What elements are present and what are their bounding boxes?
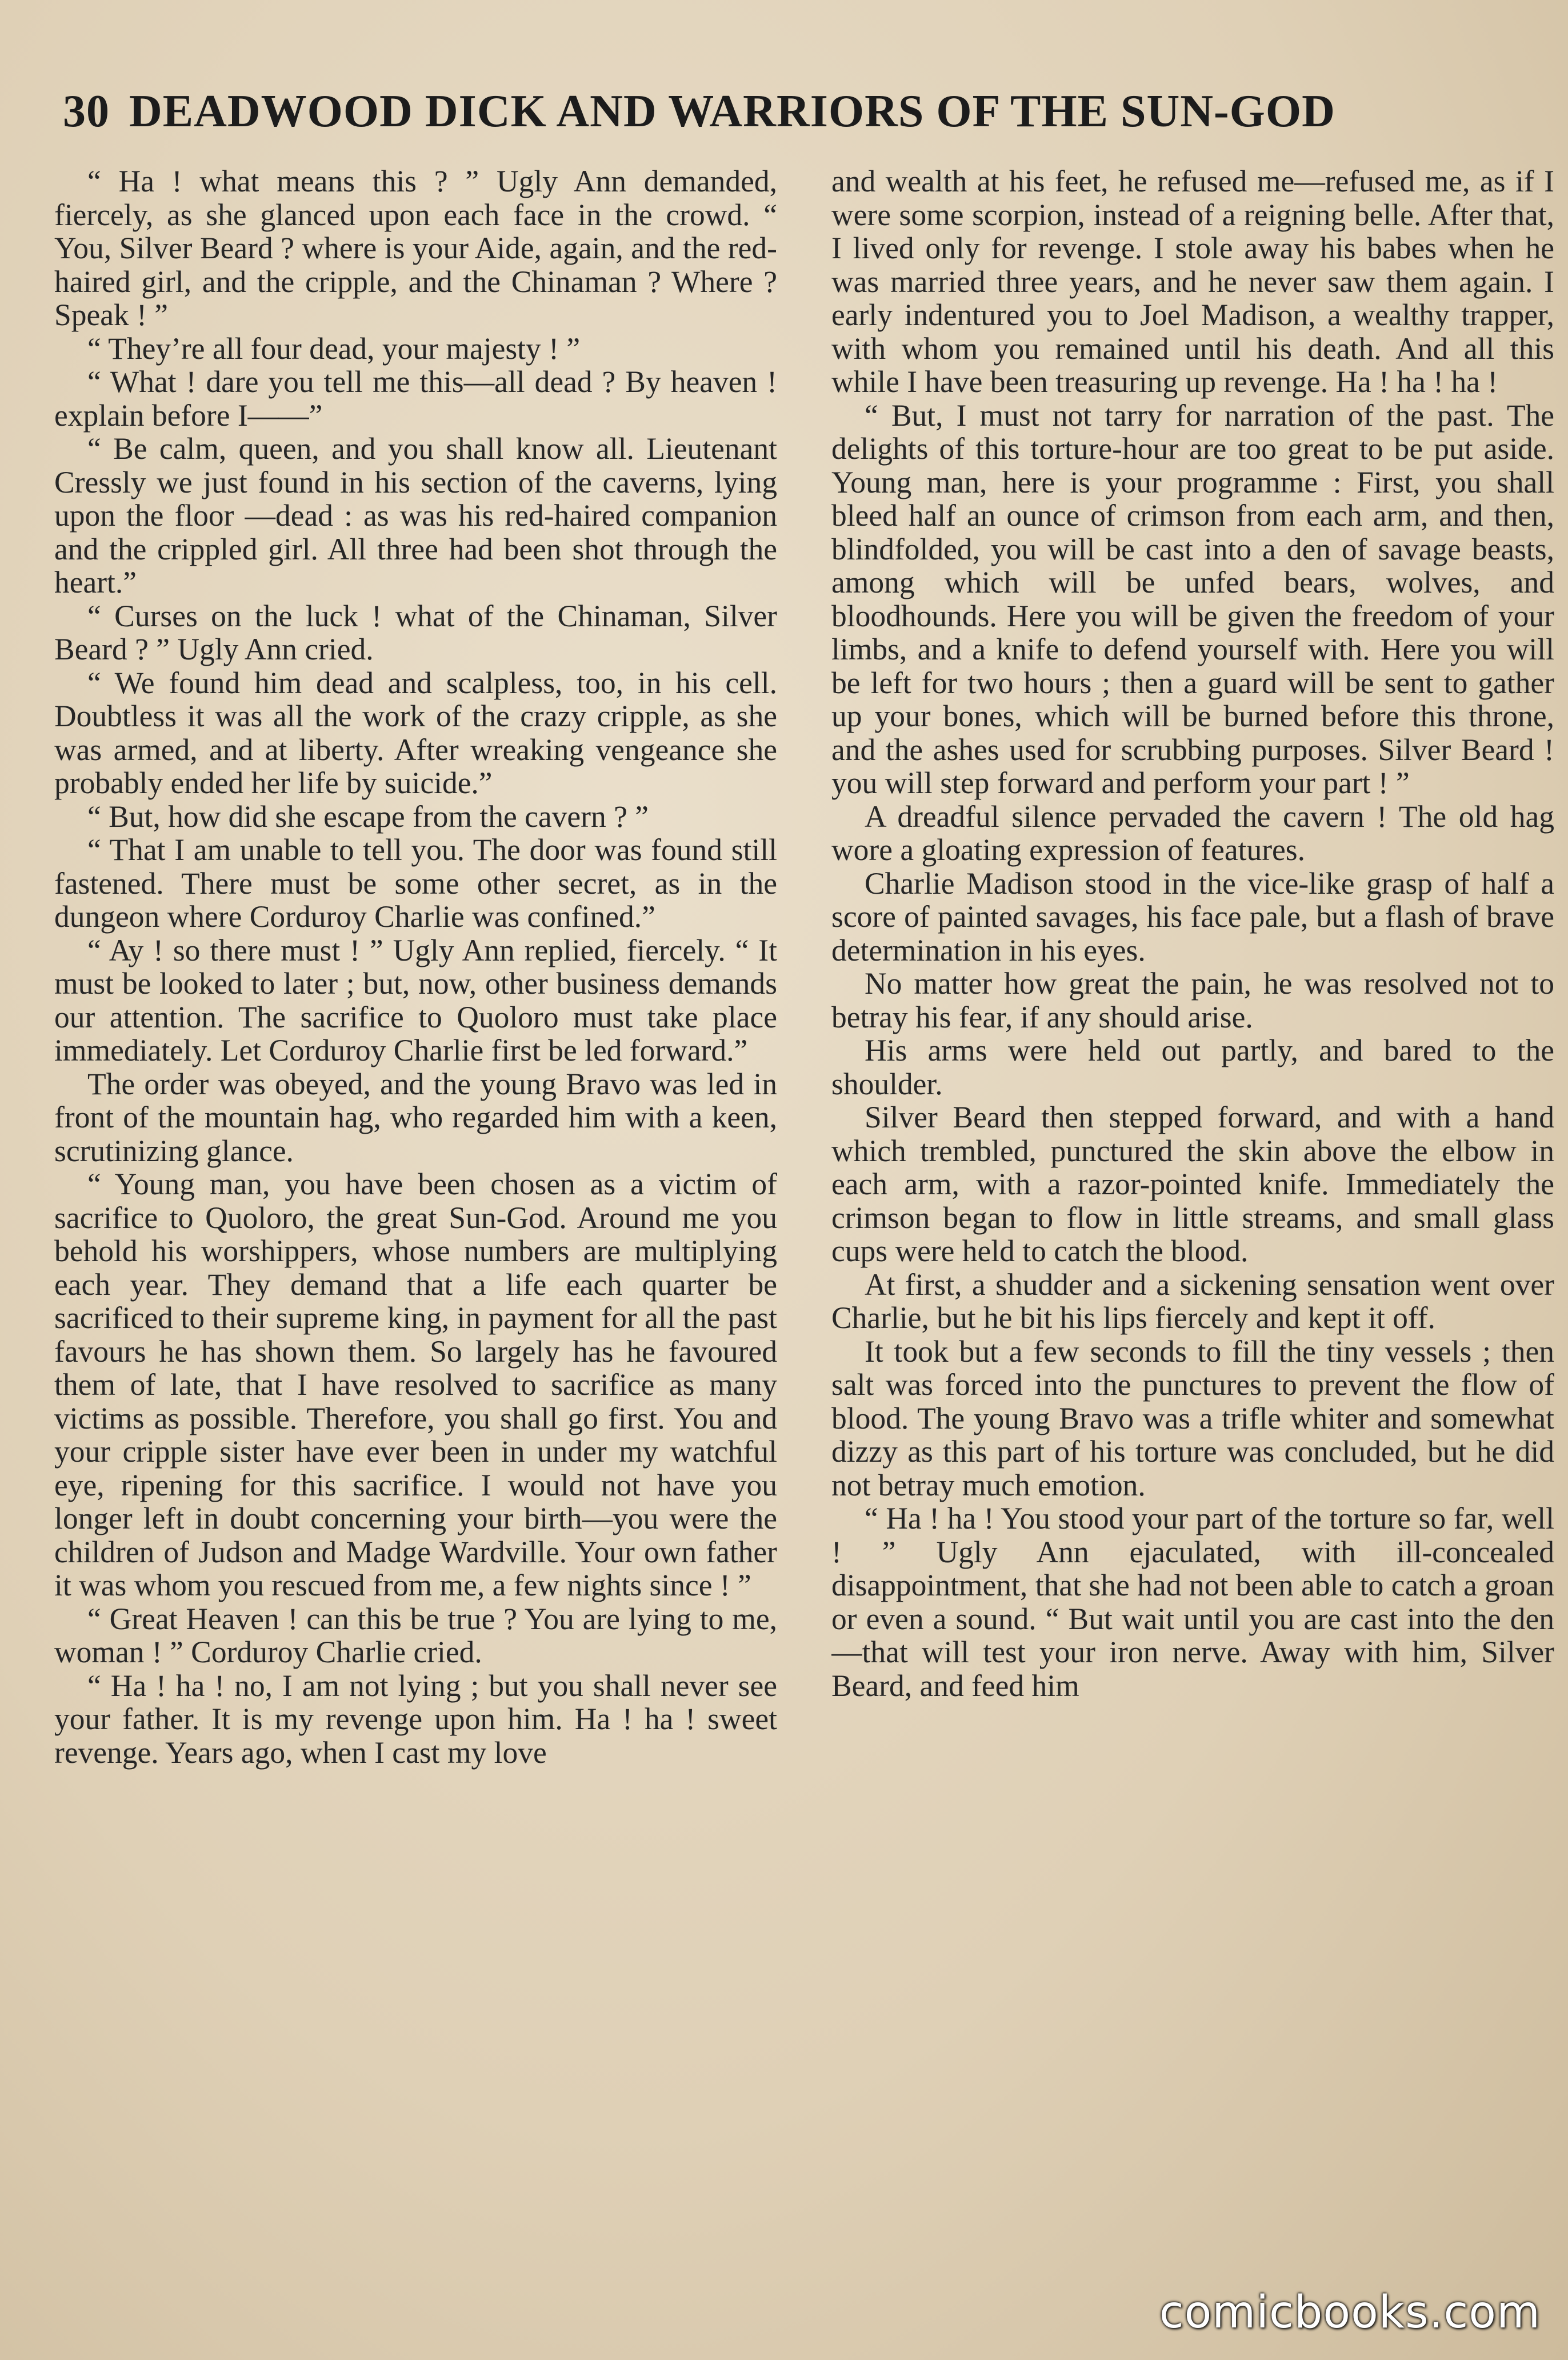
paragraph: A dreadful silence pervaded the cavern ! The old hag wore a gloating expression of features. xyxy=(831,799,1554,867)
paragraph: “ Be calm, queen, and you shall know all. Lieutenant Cressly we just found in his section of the caverns, lying upon the floor —dead : as was his red-haired companion and the crippled girl. All three had been shot through the heart.” xyxy=(54,431,777,599)
paragraph: “ That I am unable to tell you. The door was found still fastened. There must be some other secret, as in the dungeon where Corduroy Charlie was confined.” xyxy=(54,833,777,934)
paragraph: At first, a shudder and a sickening sensation went over Charlie, but he bit his lips fiercely and kept it off. xyxy=(831,1267,1554,1335)
paragraph: “ They’re all four dead, your majesty ! ” xyxy=(87,331,581,366)
paragraph: “ Ha ! ha ! You stood your part of the torture so far, well ! ” Ugly Ann ejaculated, with ill-concealed disappointment, that she had not been able to catch a groan or even a sound. “ But wait until you are cast into the den—that will test your iron nerve. Away with him, Silver Beard, and feed him xyxy=(831,1501,1554,1703)
page-number: 30 xyxy=(63,86,110,137)
left-column xyxy=(54,165,777,2267)
paragraph: No matter how great the pain, he was resolved not to betray his fear, if any should arise. xyxy=(831,966,1554,1034)
right-column xyxy=(831,165,1554,2267)
paragraph: “ We found him dead and scalpless, too, in his cell. Doubtless it was all the work of the crazy cripple, as she was armed, and at liberty. After wreaking vengeance she probably ended her life by suicide.” xyxy=(54,665,777,800)
paragraph: “ Young man, you have been chosen as a victim of sacrifice to Quoloro, the great Sun-God. Around me you behold his worshippers, whose numbers are multiplying each year. They demand that a life each quarter be sacrificed to their supreme king, in payment for all the past favours he has shown them. So largely has he favoured them of late, that I have resolved to sacrifice as many victims as possible. Therefore, you shall go first. You and your cripple sister have ever been in under my watchful eye, ripening for this sacrifice. I would not have you longer left in doubt concerning your birth—you were the children of Judson and Madge Wardville. Your own father it was whom you rescued from me, a few nights since ! ” xyxy=(54,1167,777,1602)
story-title: DEADWOOD DICK AND WARRIORS OF THE SUN-GOD xyxy=(129,86,1335,137)
paragraph-continued: and wealth at his feet, he refused me—refused me, as if I were some scorpion, instead of a reigning belle. After that, I lived only for revenge. I stole away his babes when he was married three years, and he never saw them again. I early indentured you to Joel Madison, a wealthy trapper, with whom you remained until his death. And all this while I have been treasuring up revenge. Ha ! ha ! ha ! xyxy=(831,165,1554,399)
paragraph: Silver Beard then stepped forward, and with a hand which trembled, punctured the skin above the elbow in each arm, with a razor-pointed knife. Immediately the crimson began to flow in little streams, and small glass cups were held to catch the blood. xyxy=(831,1100,1554,1268)
paragraph: “ Ay ! so there must ! ” Ugly Ann replied, fiercely. “ It must be looked to later ; but, now, other business demands our attention. The sacrifice to Quoloro must take place immediately. Let Corduroy Charlie first be led forward.” xyxy=(54,933,777,1067)
paragraph: His arms were held out partly, and bared to the shoulder. xyxy=(831,1033,1554,1101)
paragraph: “ But, how did she escape from the cavern ? ” xyxy=(87,799,649,834)
paragraph: “ But, I must not tarry for narration of the past. The delights of this torture-hour are too great to be put aside. Young man, here is your programme : First, you shall bleed half an ounce of crimson from each arm, and then, blindfolded, you will be cast into a den of savage beasts, among which will be unfed bears, wolves, and bloodhounds. Here you will be given the freedom of your limbs, and a knife to defend yourself with. Here you will be left for two hours ; then a guard will be sent to gather up your bones, which will be burned before this throne, and the ashes used for scrubbing purposes. Silver Beard ! you will step forward and perform your part ! ” xyxy=(831,398,1554,800)
paragraph: It took but a few seconds to fill the tiny vessels ; then salt was forced into the punctures to prevent the flow of blood. The young Bravo was a trifle whiter and somewhat dizzy as this part of his torture was concluded, but he did not betray much emotion. xyxy=(831,1334,1554,1502)
paragraph: “ What ! dare you tell me this—all dead ? By heaven ! explain before I——” xyxy=(54,365,777,433)
paragraph: “ Curses on the luck ! what of the Chinaman, Silver Beard ? ” Ugly Ann cried. xyxy=(54,598,777,666)
paragraph: The order was obeyed, and the young Bravo was led in front of the mountain hag, who regarded him with a keen, scrutinizing glance. xyxy=(54,1066,777,1168)
paragraph: “ Great Heaven ! can this be true ? You are lying to me, woman ! ” Corduroy Charlie cried. xyxy=(54,1601,777,1669)
paragraph: “ Ha ! what means this ? ” Ugly Ann demanded, fiercely, as she glanced upon each face in the crowd. “ You, Silver Beard ? where is your Aide, again, and the red-haired girl, and the cripple, and the Chinaman ? Where ? Speak ! ” xyxy=(54,165,777,332)
running-header xyxy=(63,86,1531,149)
site-watermark: comicbooks.com xyxy=(1159,2287,1541,2338)
paragraph: “ Ha ! ha ! no, I am not lying ; but you shall never see your father. It is my revenge upon him. Ha ! ha ! sweet revenge. Years ago, when I cast my love xyxy=(54,1668,777,1770)
paragraph: Charlie Madison stood in the vice-like grasp of half a score of painted savages, his face pale, but a flash of brave determination in his eyes. xyxy=(831,866,1554,967)
